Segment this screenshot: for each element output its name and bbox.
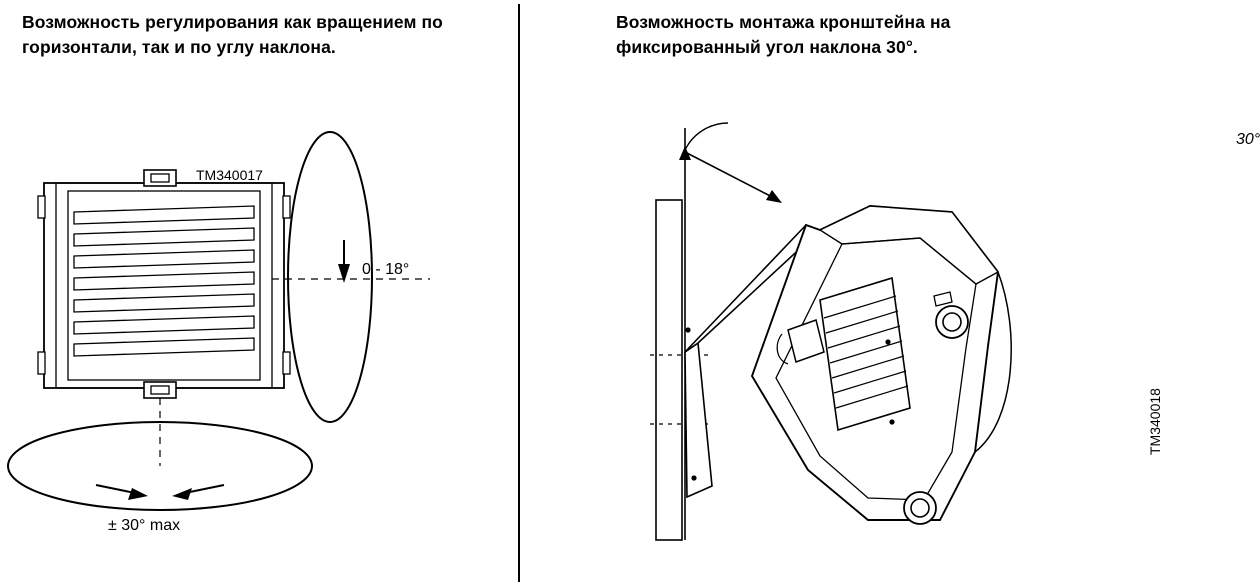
- tilt-range-label: 0 - 18°: [362, 261, 410, 278]
- right-panel-heading: Возможность монтажа кронштейна на фиксированный угол наклона 30°.: [616, 12, 951, 57]
- left-drawing-code: TM340017: [196, 167, 263, 183]
- left-panel-drawing: [0, 0, 518, 588]
- rotation-range-label: ± 30° max: [108, 517, 181, 534]
- left-panel-heading: Возможность регулирования как вращением по горизонтали, так и по углу наклона.: [22, 12, 443, 57]
- fixed-angle-label: 30°: [1236, 131, 1260, 148]
- right-drawing-code: TM340018: [1147, 388, 1163, 455]
- right-panel: [520, 0, 1260, 588]
- right-panel-drawing: [520, 0, 1069, 588]
- left-panel: [0, 0, 518, 588]
